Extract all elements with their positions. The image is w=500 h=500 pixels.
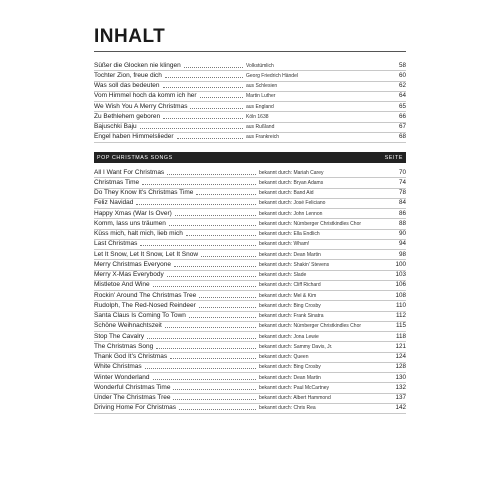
song-entry xyxy=(94,198,259,208)
known-by-prefix: bekannt durch: xyxy=(259,210,293,217)
song-entry xyxy=(94,301,259,311)
list-item xyxy=(94,394,406,404)
song-artist-info xyxy=(259,239,390,249)
list-item xyxy=(94,240,406,250)
list-item xyxy=(94,102,406,112)
list-item xyxy=(94,133,406,143)
page-number: 98 xyxy=(398,250,406,258)
song-entry xyxy=(94,112,246,122)
page-number: 124 xyxy=(395,353,406,360)
known-by-prefix: bekannt durch: xyxy=(259,384,293,391)
song-entry xyxy=(94,168,259,178)
page-number: 130 xyxy=(395,373,406,381)
page-number: 142 xyxy=(395,404,406,412)
song-artist-info xyxy=(259,383,390,393)
song-entry xyxy=(94,229,259,239)
song-artist-info xyxy=(259,209,390,219)
known-by-prefix: bekannt durch: xyxy=(259,169,293,176)
dot-leader xyxy=(163,117,243,119)
song-entry xyxy=(94,311,259,321)
dot-leader xyxy=(163,86,243,88)
page-number: 110 xyxy=(395,301,406,309)
dot-leader xyxy=(153,285,256,287)
dot-leader xyxy=(200,96,243,98)
song-entry xyxy=(94,81,246,91)
page-number: 121 xyxy=(395,342,406,350)
known-by-prefix: bekannt durch: xyxy=(259,231,293,237)
list-item xyxy=(94,383,406,393)
dot-leader xyxy=(184,66,243,68)
song-artist: Mel & Kim xyxy=(293,292,317,299)
song-entry xyxy=(94,250,259,260)
page-number: 90 xyxy=(398,230,406,237)
song-artist: Band Aid xyxy=(293,190,314,196)
page-number: 84 xyxy=(398,199,406,207)
song-origin: Martin Luther xyxy=(246,93,276,100)
pop-section-header xyxy=(94,152,406,163)
song-title: Was soll das bedeuten xyxy=(94,82,160,89)
song-artist: Frank Sinatra xyxy=(293,313,324,319)
dot-leader xyxy=(174,265,256,267)
known-by-prefix: bekannt durch: xyxy=(259,343,293,350)
song-entry xyxy=(94,260,259,270)
song-title: Feliz Navidad xyxy=(94,199,134,207)
list-item xyxy=(94,92,406,102)
song-artist-info xyxy=(259,301,390,311)
song-artist: Mariah Carey xyxy=(293,169,324,176)
song-title: Zu Bethlehem geboren xyxy=(94,112,161,120)
song-origin: Georg Friedrich Händel xyxy=(246,72,298,79)
list-item xyxy=(94,123,406,133)
dot-leader xyxy=(140,127,243,129)
dot-leader xyxy=(136,203,256,205)
song-entry xyxy=(94,91,246,101)
song-artist: Shakin' Stevens xyxy=(293,261,330,268)
pop-section-page-label: SEITE xyxy=(384,154,403,161)
song-artist: John Lennon xyxy=(293,210,323,217)
song-entry xyxy=(94,61,246,71)
page-number: 118 xyxy=(395,332,406,340)
page-number: 68 xyxy=(398,133,406,141)
list-item xyxy=(94,230,406,240)
list-item xyxy=(94,281,406,291)
song-artist: Queen xyxy=(293,354,309,360)
song-artist: Sammy Davis, Jr. xyxy=(293,343,333,350)
title-divider xyxy=(94,51,406,52)
song-entry xyxy=(94,132,246,142)
song-artist-info xyxy=(259,270,390,280)
list-item xyxy=(94,250,406,260)
song-entry xyxy=(94,291,259,301)
list-item xyxy=(94,112,406,122)
song-entry xyxy=(94,239,259,249)
page-number: 86 xyxy=(398,209,406,217)
song-entry xyxy=(94,219,259,229)
contents-page xyxy=(94,26,406,414)
list-item xyxy=(94,189,406,199)
page-number: 62 xyxy=(398,82,406,89)
song-entry xyxy=(94,362,259,372)
list-item xyxy=(94,71,406,81)
dot-leader xyxy=(173,388,256,390)
page-number: 108 xyxy=(395,291,406,299)
song-title: Tochter Zion, freue dich xyxy=(94,71,162,79)
song-title: Stop The Cavalry xyxy=(94,332,145,340)
song-artist-info xyxy=(259,188,390,198)
list-item xyxy=(94,209,406,219)
known-by-prefix: bekannt durch: xyxy=(259,241,293,248)
page-number: 100 xyxy=(395,260,406,268)
song-artist-info xyxy=(259,393,390,403)
song-artist: Wham! xyxy=(293,241,310,248)
page-number: 65 xyxy=(398,102,406,110)
song-artist-info xyxy=(259,229,390,239)
dot-leader xyxy=(196,193,256,195)
song-artist-info xyxy=(259,280,390,290)
dot-leader xyxy=(199,296,256,298)
page-number: 64 xyxy=(398,92,406,100)
song-entry xyxy=(94,280,259,290)
song-artist: Bing Crosby xyxy=(293,302,321,309)
song-artist-info xyxy=(259,168,390,178)
page-number: 66 xyxy=(398,112,406,120)
song-artist-info xyxy=(259,260,390,270)
song-artist-info xyxy=(259,321,390,331)
song-artist-info xyxy=(259,311,390,321)
dot-leader xyxy=(175,214,256,216)
list-item xyxy=(94,219,406,229)
song-title: Vom Himmel hoch da komm ich her xyxy=(94,92,197,100)
dot-leader xyxy=(170,357,256,359)
song-artist: Ella Endlich xyxy=(293,231,320,237)
song-entry xyxy=(94,352,259,362)
dot-leader xyxy=(167,173,256,175)
dot-leader xyxy=(145,367,256,369)
song-title: Komm, lass uns träumen xyxy=(94,219,166,227)
song-entry xyxy=(94,403,259,413)
known-by-prefix: bekannt durch: xyxy=(259,323,293,330)
song-artist: Paul McCartney xyxy=(293,384,330,391)
dot-leader xyxy=(142,183,256,185)
dot-leader xyxy=(147,337,256,339)
list-item xyxy=(94,61,406,71)
known-by-prefix: bekannt durch: xyxy=(259,333,293,340)
song-artist: Albert Hammond xyxy=(293,395,331,401)
song-entry xyxy=(94,188,259,198)
song-artist: Dean Martin xyxy=(293,251,321,258)
dot-leader xyxy=(165,76,243,78)
song-artist: Jona Lewie xyxy=(293,333,319,340)
list-item xyxy=(94,353,406,363)
dot-leader xyxy=(140,244,256,246)
song-origin: aus Schlesien xyxy=(246,83,278,89)
song-artist: Dean Martin xyxy=(293,374,321,381)
page-number: 103 xyxy=(395,271,406,278)
list-item xyxy=(94,260,406,270)
song-entry xyxy=(94,178,259,188)
dot-leader xyxy=(186,234,256,236)
song-title: Küss mich, halt mich, lieb mich xyxy=(94,230,183,237)
page-number: 128 xyxy=(395,363,406,371)
dot-leader xyxy=(173,398,256,400)
song-artist: Nürnberger Christkindles Chor xyxy=(293,323,362,330)
list-item xyxy=(94,271,406,281)
song-artist: Slade xyxy=(293,272,307,278)
song-entry xyxy=(94,71,246,81)
song-title: Engel haben Himmelslieder xyxy=(94,133,174,141)
song-artist-info xyxy=(259,352,390,362)
song-title: Bajuschki Baju xyxy=(94,123,137,130)
song-entry xyxy=(94,393,259,403)
dot-leader xyxy=(165,326,256,328)
page-number: 106 xyxy=(395,281,406,289)
song-artist-info xyxy=(259,362,390,372)
pop-song-list xyxy=(94,168,406,414)
page-number: 58 xyxy=(398,61,406,69)
known-by-prefix: bekannt durch: xyxy=(259,313,293,319)
dot-leader xyxy=(156,347,256,349)
known-by-prefix: bekannt durch: xyxy=(259,395,293,401)
list-item xyxy=(94,312,406,322)
song-entry xyxy=(94,383,259,393)
song-title: Winter Wonderland xyxy=(94,373,150,381)
song-entry xyxy=(94,270,259,280)
page-number: 137 xyxy=(395,394,406,401)
list-item xyxy=(94,342,406,352)
song-title: Süßer die Glocken nie klingen xyxy=(94,61,181,69)
song-entry xyxy=(94,209,259,219)
song-title: Schöne Weihnachtszeit xyxy=(94,322,162,330)
song-entry xyxy=(94,332,259,342)
song-entry xyxy=(94,373,259,383)
known-by-prefix: bekannt durch: xyxy=(259,261,293,268)
song-title: Merry X-Mas Everybody xyxy=(94,271,164,278)
page-number: 74 xyxy=(398,178,406,186)
page-number: 115 xyxy=(395,322,406,330)
song-artist-info xyxy=(259,219,390,229)
known-by-prefix: bekannt durch: xyxy=(259,364,293,371)
song-entry xyxy=(94,102,246,112)
dot-leader xyxy=(201,255,256,257)
dot-leader xyxy=(199,306,256,308)
song-artist-info xyxy=(259,403,390,413)
known-by-prefix: bekannt durch: xyxy=(259,251,293,258)
song-title: Let It Snow, Let It Snow, Let It Snow xyxy=(94,250,199,258)
page-number: 112 xyxy=(395,312,406,319)
song-title: Happy Xmas (War Is Over) xyxy=(94,209,172,217)
song-artist: Nürnberger Christkindles Chor xyxy=(293,220,362,227)
song-entry xyxy=(94,321,259,331)
song-title: Rockin' Around The Christmas Tree xyxy=(94,291,197,299)
song-artist-info xyxy=(259,342,390,352)
list-item xyxy=(94,82,406,92)
song-title: All I Want For Christmas xyxy=(94,168,165,176)
song-artist-info xyxy=(259,178,390,188)
song-artist: Cliff Richard xyxy=(293,282,321,289)
known-by-prefix: bekannt durch: xyxy=(259,302,293,309)
song-entry xyxy=(94,342,259,352)
song-artist: Chris Rea xyxy=(293,405,316,412)
song-title: The Christmas Song xyxy=(94,342,154,350)
known-by-prefix: bekannt durch: xyxy=(259,282,293,289)
dot-leader xyxy=(177,137,244,139)
song-origin: aus Frankreich xyxy=(246,134,280,141)
dot-leader xyxy=(167,275,256,277)
known-by-prefix: bekannt durch: xyxy=(259,200,293,207)
page-number: 88 xyxy=(398,219,406,227)
song-origin: Volkstümlich xyxy=(246,62,274,69)
page-number: 94 xyxy=(398,240,406,248)
song-origin: Köln 1638 xyxy=(246,113,269,120)
song-title: We Wish You A Merry Christmas xyxy=(94,102,188,110)
song-artist: Bing Crosby xyxy=(293,364,321,371)
known-by-prefix: bekannt durch: xyxy=(259,190,293,196)
song-title: Do They Know It's Christmas Time xyxy=(94,189,194,196)
song-entry xyxy=(94,122,246,132)
list-item xyxy=(94,168,406,178)
traditional-song-list xyxy=(94,61,406,143)
known-by-prefix: bekannt durch: xyxy=(259,220,293,227)
list-item xyxy=(94,322,406,332)
list-item xyxy=(94,363,406,373)
page-number: 78 xyxy=(398,189,406,196)
page-title: INHALT xyxy=(94,26,166,47)
page-number: 67 xyxy=(398,123,406,130)
song-artist-info xyxy=(259,198,390,208)
song-title: Merry Christmas Everyone xyxy=(94,260,171,268)
page-number: 60 xyxy=(398,71,406,79)
known-by-prefix: bekannt durch: xyxy=(259,292,293,299)
dot-leader xyxy=(169,224,256,226)
song-artist-info xyxy=(259,332,390,342)
list-item xyxy=(94,291,406,301)
list-item xyxy=(94,199,406,209)
list-item xyxy=(94,178,406,188)
song-artist-info xyxy=(259,291,390,301)
page-number: 70 xyxy=(398,168,406,176)
song-artist-info xyxy=(259,373,390,383)
song-title: Wonderful Christmas Time xyxy=(94,383,171,391)
song-title: Under The Christmas Tree xyxy=(94,394,171,401)
song-title: Driving Home For Christmas xyxy=(94,404,176,412)
known-by-prefix: bekannt durch: xyxy=(259,354,293,360)
list-item xyxy=(94,373,406,383)
list-item xyxy=(94,301,406,311)
song-origin: aus England xyxy=(246,103,274,110)
dot-leader xyxy=(190,107,243,109)
song-title: Rudolph, The Red-Nosed Reindeer xyxy=(94,301,196,309)
dot-leader xyxy=(189,316,256,318)
known-by-prefix: bekannt durch: xyxy=(259,374,293,381)
list-item xyxy=(94,404,406,414)
pop-section-label: POP CHRISTMAS SONGS xyxy=(97,154,173,161)
song-artist-info xyxy=(259,250,390,260)
known-by-prefix: bekannt durch: xyxy=(259,272,293,278)
song-title: Thank God It's Christmas xyxy=(94,353,168,360)
song-title: White Christmas xyxy=(94,363,142,371)
song-origin: aus Rußland xyxy=(246,124,275,130)
list-item xyxy=(94,332,406,342)
page-number: 132 xyxy=(395,383,406,391)
song-title: Last Christmas xyxy=(94,240,138,248)
song-artist: José Feliciano xyxy=(293,200,326,207)
dot-leader xyxy=(179,408,256,410)
song-title: Mistletoe And Wine xyxy=(94,281,150,289)
song-title: Santa Claus Is Coming To Town xyxy=(94,312,186,319)
dot-leader xyxy=(153,378,256,380)
song-artist: Bryan Adams xyxy=(293,179,324,186)
song-title: Christmas Time xyxy=(94,178,140,186)
known-by-prefix: bekannt durch: xyxy=(259,405,293,412)
known-by-prefix: bekannt durch: xyxy=(259,179,293,186)
